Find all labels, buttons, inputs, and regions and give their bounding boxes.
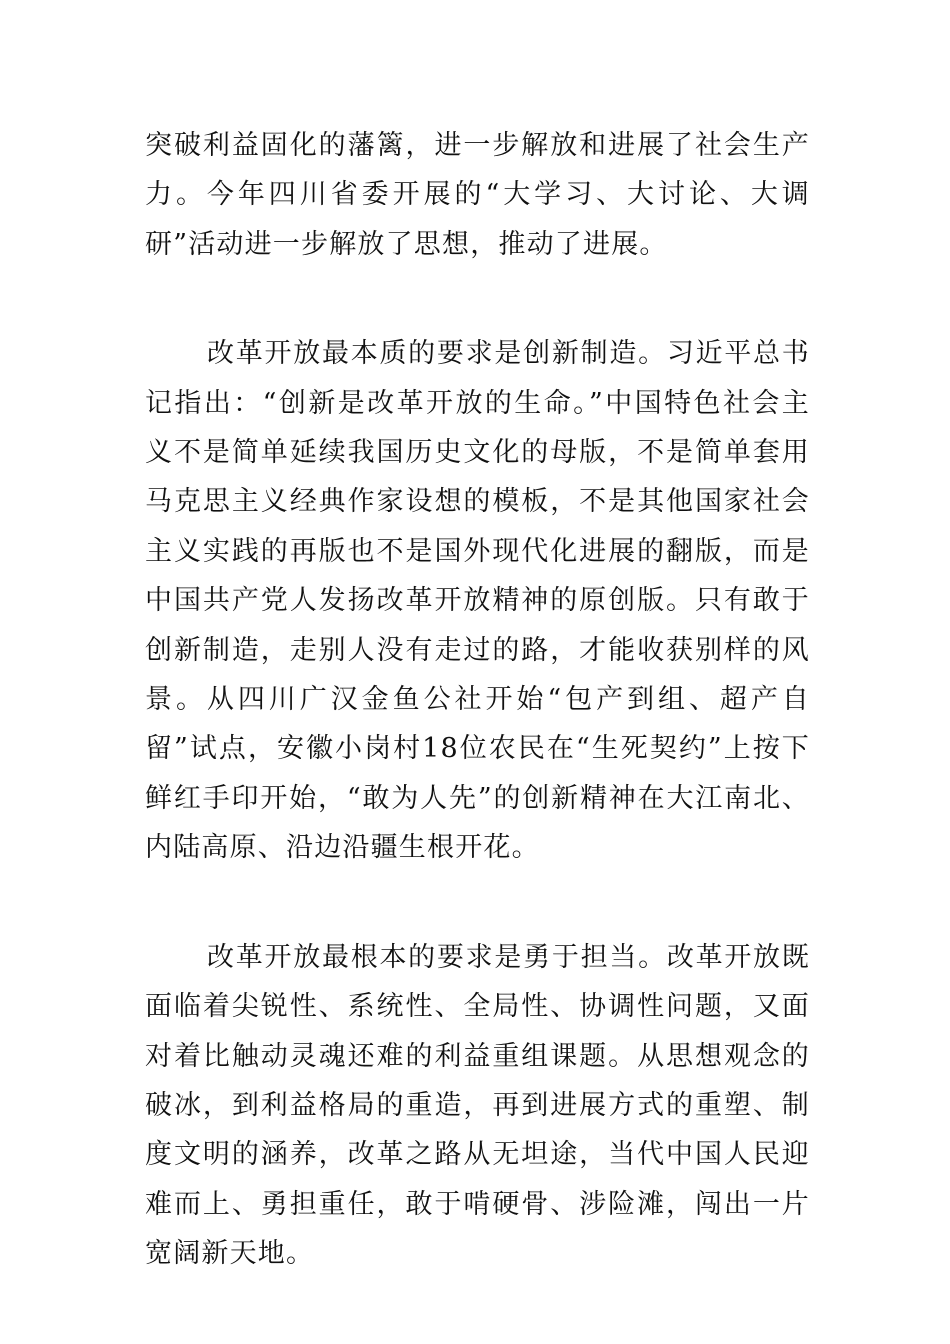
paragraph-continuation: 突破利益固化的藩篱，进一步解放和进展了社会生产力。今年四川省委开展的“大学习、大讨论、大调研”活动进一步解放了思想，推动了进展。: [145, 130, 810, 260]
paragraph-innovation: 改革开放最本质的要求是创新制造。习近平总书记指出：“创新是改革开放的生命。”中国特色社会主义不是简单延续我国历史文化的母版，不是简单套用马克思主义经典作家设想的模板，不是其他国家社会主义实践的再版也不是国外现代化进展的翻版，而是中国共产党人发扬改革开放精神的原创版。只有敢于创新制造，走别人没有走过的路，才能收获别样的风景。从四川广汉金鱼公社开始“包产到组、超产自留”试点，安徽小岗村18位农民在“生死契约”上按下鲜红手印开始，“敢为人先”的创新精神在大江南北、内陆高原、沿边沿疆生根开花。: [145, 338, 810, 864]
paragraph-responsibility: 改革开放最根本的要求是勇于担当。改革开放既面临着尖锐性、系统性、全局性、协调性问题，又面对着比触动灵魂还难的利益重组课题。从思想观念的破冰，到利益格局的重造，再到进展方式的重塑、制度文明的涵养，改革之路从无坦途，当代中国人民迎难而上、勇担重任，敢于啃硬骨、涉险滩，闯出一片宽阔新天地。: [145, 941, 810, 1270]
document-body: [145, 121, 810, 1279]
